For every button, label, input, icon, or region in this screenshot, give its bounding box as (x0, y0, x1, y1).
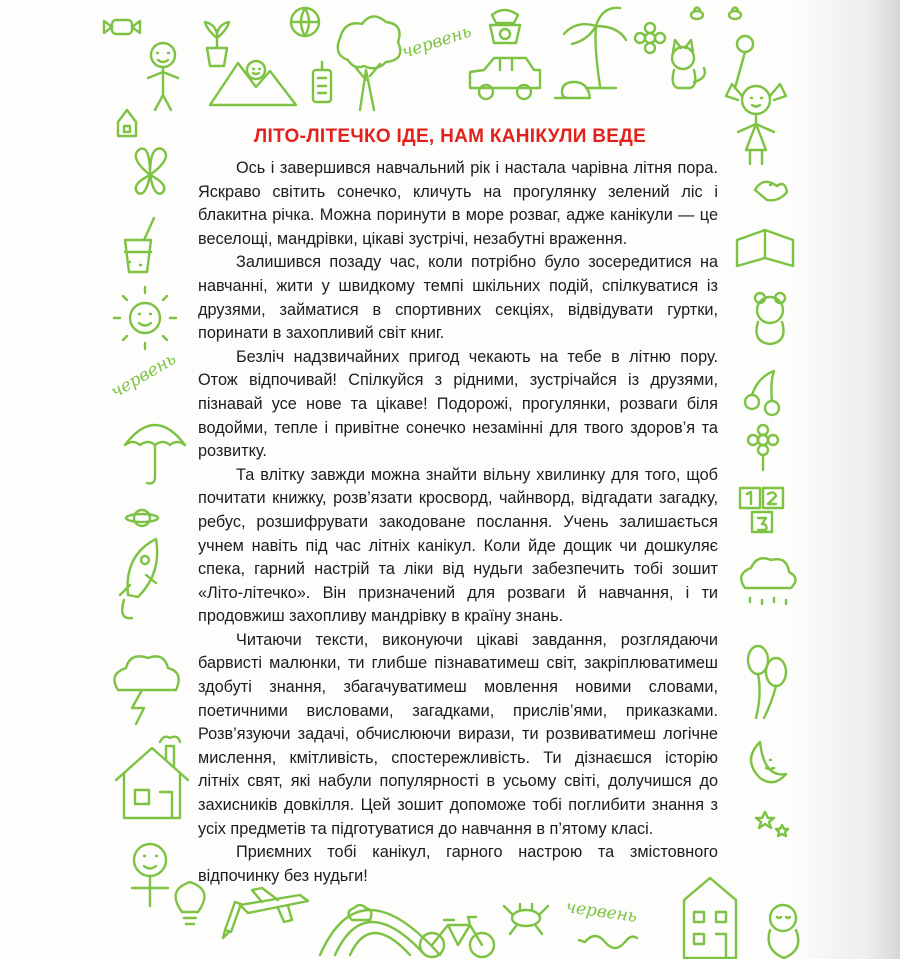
crab-icon (504, 904, 548, 934)
girl-icon (726, 84, 786, 164)
bird-icon (755, 182, 787, 201)
paragraph-3: Безліч надзвичайних пригод чекають на тебе в літню пору. Отож відпочивай! Спілкуйся з рідними, зустрічайся із друзями, пізнавай усе нове та цікаве! Подорожі, прогулянки, розваги біля водойми, тепле і привітне сонечко незамінні для твого здоров’я та розвитку. (198, 347, 718, 461)
bees-icon (691, 8, 741, 20)
sun-icon (114, 287, 176, 349)
paragraph-1: Ось і завершився навчальний рік і настала чарівна літня пора. Яскраво світить сонечко, кличуть на прогулянку зелений ліс і блакитна річка. Можна поринути в море розваг, адже канікули — це веселощі, мандрівки, цікаві зустрічі, незабутні враження. (198, 159, 718, 248)
rocket-icon (120, 539, 157, 618)
airplane-icon (240, 888, 308, 922)
moon-icon (751, 742, 786, 782)
storm-cloud-icon (114, 656, 178, 724)
pencil-icon (223, 902, 241, 938)
paragraph-2: Залишився позаду час, коли потрібно було зосередитися на навчанні, жити у швидкому темпі шкільних подій, спілкуватися із друзями, займатися в спортивних секціях, відвідувати гуртки, поринати в захопливий світ книг. (198, 253, 718, 343)
rotary-phone-icon (490, 10, 520, 43)
house-tall-icon (684, 878, 736, 958)
palm-icon (564, 8, 626, 88)
page-title: ЛІТО-ЛІТЕЧКО ІДЕ, НАМ КАНІКУЛИ ВЕДЕ (253, 126, 647, 147)
cloud-rain-icon (741, 558, 795, 604)
snake-icon (579, 936, 637, 948)
umbrella-icon (125, 425, 185, 483)
candy-icon (104, 20, 140, 34)
cat-icon (672, 40, 705, 88)
butterfly-icon (136, 149, 166, 194)
cherries-icon (745, 371, 779, 415)
teddy-bear-icon (755, 293, 785, 344)
lollipop-icon (735, 36, 753, 88)
phone-icon (313, 62, 331, 102)
rainbow-icon (320, 905, 440, 955)
mountains-icon (210, 61, 296, 105)
snail-icon (555, 82, 590, 98)
flower-side-icon (748, 425, 778, 470)
flower-pot-icon (205, 22, 229, 66)
balloons-icon (748, 646, 786, 718)
paragraph-6: Приємних тобі канікул, гарного настрою та змістовного відпочинку без нудьги! (198, 843, 718, 885)
number-blocks-icon (740, 488, 783, 532)
ball-icon (291, 8, 319, 36)
car-icon (470, 58, 540, 99)
left-month-label: червень (107, 349, 180, 403)
body-text (198, 157, 718, 888)
bicycle-icon (420, 917, 494, 957)
flower-icon (635, 23, 665, 53)
boy-icon (148, 43, 178, 110)
book-icon (737, 230, 793, 266)
house-small-icon (118, 110, 136, 136)
stars-icon (756, 812, 788, 836)
stick-kid-icon (132, 844, 168, 906)
paragraph-5: Читаючи тексти, виконуючи цікаві завдання, розглядаючи барвисті малюнки, ти глибше пізнаватимеш світ, закріплюватимеш здобуті знання, збагачуватимеш мовлення новими словами, поетичними висловами, загадками, прислів’ями, приказками. Розв’язуючи задачі, обчислюючи вирази, ти розвиватимеш логічне мислення, кмітливість, спостережливість. Ти дізнаєшся історію літніх свят, які набули популярності в усьому світі, долучишся до захисників довкілля. Цей зошит допоможе тобі поглибити знання з усіх предметів та підготуватися до навчання в п’ятому класі. (198, 630, 718, 838)
tree-icon (338, 16, 401, 110)
house-icon (116, 737, 188, 818)
planet-icon (126, 510, 158, 526)
bottom-month-label: червень (564, 897, 639, 927)
lemonade-icon (125, 218, 154, 272)
sleeping-kid-icon (769, 905, 799, 958)
top-month-label: червень (399, 21, 474, 63)
paragraph-4: Та влітку завжди можна знайти вільну хвилинку для того, щоб почитати книжку, розв’язати кросворд, чайнворд, відгадати загадку, ребус, розшифрувати закодоване послання. Учень залишається учнем навіть під час літніх канікул. Коли йде дощик чи дошкуляє спека, гарний настрій та ліки від нудьги забезпечить тобі зошит «Літо-літечко». Він призначений для розваги й навчання, і ти продовжиш захопливу мандрівку в країну знань. (198, 465, 718, 626)
